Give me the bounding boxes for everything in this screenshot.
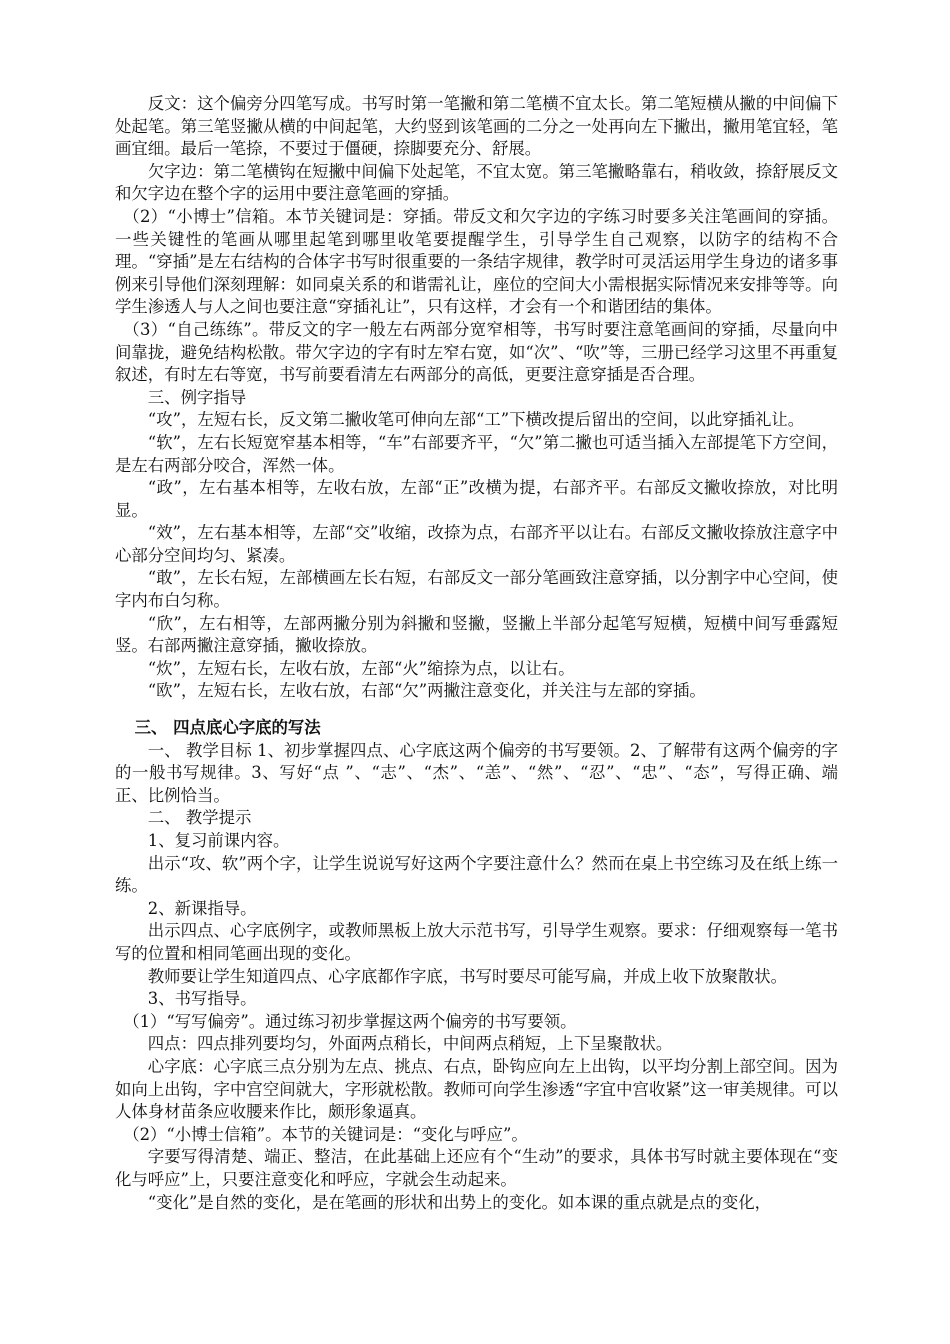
paragraph-xiao: “效”，左右基本相等，左部“交”收缩，改捺为点，右部齐平以让右。右部反文撇收捺放注意字中心部分空间均匀、紧凑。 bbox=[115, 523, 838, 565]
paragraph-chushi-2: 出示四点、心字底例字，或教师黑板上放大示范书写，引导学生观察。要求：仔细观察每一笔书写的位置和相同笔画出现的变化。 bbox=[115, 921, 838, 963]
paragraph-ruan: “软”，左右长短宽窄基本相等，“车”右部要齐平，“欠”第二撇也可适当插入左部提笔下方空间，是左右两部分咬合，浑然一体。 bbox=[115, 432, 838, 475]
paragraph-zheng: “政”，左右基本相等，左收右放，左部“正”改横为提，右部齐平。右部反文撇收捺放，对比明显。 bbox=[115, 478, 838, 520]
paragraph-shengdong: 字要写得清楚、端正、整洁，在此基础上还应有个“生动”的要求，具体书写时就主要体现在“变化与呼应”上，只要注意变化和呼应，字就会生动起来。 bbox=[115, 1147, 838, 1189]
paragraph-jiaoxue-mubiao: 一、 教学目标 1、初步掌握四点、心字底这两个偏旁的书写要领。2、了解带有这两个偏旁的字的一般书写规律。3、写好“点 ”、“志”、“杰”、“恙”、“然”、“忍”、“忠”、“态”，写得正确、端正、比例恰当。 bbox=[115, 740, 838, 805]
paragraph-fanwen: 反文：这个偏旁分四笔写成。书写时第一笔撇和第二笔横不宜太长。第二笔短横从撇的中间偏下处起笔。第三笔竖撇从横的中间起笔，大约竖到该笔画的二分之一处再向左下撇出，撇用笔宜轻，笔画宜细。最后一笔捺，不要过于僵硬，捺脚要充分、舒展。 bbox=[115, 94, 838, 159]
paragraph-zijilianlian-1: （3）“自己练练”。带反文的字一般左右两部分宽窄相等，书写时要注意笔画间的穿插，尽量向中间靠拢，避免结构松散。带欠字边的字有时左窄右宽，如“次”、“吹”等，三册已经学习这里不再重复叙述，有时左右等宽，书写前要看清左右两部分的高低，更要注意穿插是否合理。 bbox=[115, 319, 838, 385]
paragraph-xinke: 2、新课指导。 bbox=[147, 898, 257, 918]
paragraph-xiaoboshi-2: （2）“小博士信箱”。本节的关键词是：“变化与呼应”。 bbox=[123, 1124, 528, 1144]
paragraph-chui: “炊”，左短右长，左收右放，左部“火”缩捺为点，以让右。 bbox=[147, 658, 575, 678]
paragraph-xiexie-pianpang: （1）“写写偏旁”。通过练习初步掌握这两个偏旁的书写要领。 bbox=[123, 1011, 577, 1031]
paragraph-xinzidi: 心字底：心字底三点分别为左点、挑点、右点，卧钩应向左上出钩，以平均分割上部空间。因为如向上出钩，字中宫空间就大，字形就松散。教师可向学生渗透“字宜中宫收紧”这一审美规律。可以人体身材苗条应收腰来作比，颇形象逼真。 bbox=[115, 1056, 838, 1122]
paragraph-fuxi: 1、复习前课内容。 bbox=[147, 831, 290, 850]
paragraph-shuxie-zhidao: 3、书写指导。 bbox=[147, 989, 257, 1009]
paragraph-bianhua: “变化”是自然的变化，是在笔画的形状和出势上的变化。如本课的重点就是点的变化， bbox=[147, 1192, 772, 1212]
paragraph-xiaoboshi-1: （2）“小博士”信箱。本节关键词是：穿插。带反文和欠字边的字练习时要多关注笔画间的穿插。一些关键性的笔画从哪里起笔到哪里收笔要提醒学生，引导学生自己观察，以防字的结构不合理。“穿插”是左右结构的合体字书写时很重要的一条结字规律，教学时可灵活运用学生身边的诸多事例来引导他们深刻理解：如同桌关系的和谐需礼让，座位的空间大小需根据实际情况来安排等等。向学生渗透人与人之间也要注意“穿插礼让”，只有这样，才会有一个和谐团结的集体。 bbox=[115, 206, 838, 317]
paragraph-gong: “攻”，左短右长，反文第二撇收笔可伸向左部“工”下横改提后留出的空间，以此穿插礼让。 bbox=[147, 410, 805, 430]
paragraph-ou: “欧”，左短右长，左收右放，右部“欠”两撇注意变化，并关注与左部的穿插。 bbox=[147, 681, 706, 701]
paragraph-jiaoshi: 教师要让学生知道四点、心字底都作字底，书写时要尽可能写扁，并成上收下放聚散状。 bbox=[147, 966, 788, 986]
paragraph-xin: “欣”，左右相等，左部两撇分别为斜撇和竖撇，竖撇上半部分起笔写短横，短横中间写垂露短竖。右部两撇注意穿插，撇收捺放。 bbox=[115, 613, 838, 656]
paragraph-gan: “敢”，左长右短，左部横画左长右短，右部反文一部分笔画致注意穿插，以分割字中心空间，使字内布白匀称。 bbox=[115, 568, 838, 611]
paragraph-qianzibian: 欠字边：第二笔横钩在短撇中间偏下处起笔，不宜太宽。第三笔撇略靠右，稍收敛，捺舒展反文和欠字边在整个字的运用中要注意笔画的穿插。 bbox=[115, 161, 838, 204]
paragraph-chushi-1: 出示“攻、软”两个字，让学生说说写好这两个字要注意什么？然而在桌上书空练习及在纸上练一练。 bbox=[115, 853, 838, 896]
section-heading: 三、 四点底心字底的写法 bbox=[134, 718, 321, 738]
paragraph-jiaoxue-tishi: 二、 教学提示 bbox=[147, 808, 252, 828]
paragraph-lizi-heading: 三、例字指导 bbox=[147, 387, 247, 407]
paragraph-sidian: 四点：四点排列要均匀，外面两点稍长，中间两点稍短，上下呈聚散状。 bbox=[147, 1034, 673, 1054]
